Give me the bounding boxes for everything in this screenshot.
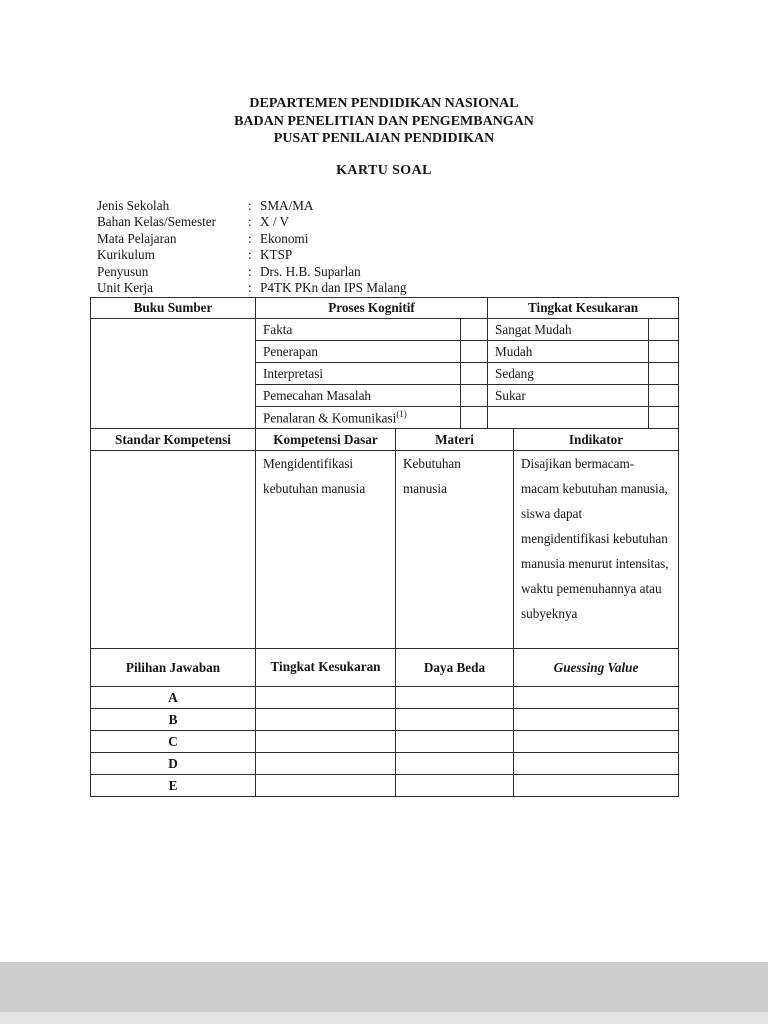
- col-header-proses-kognitif: Proses Kognitif: [256, 298, 488, 319]
- info-field-jenis-sekolah: [90, 198, 678, 215]
- info-fields: [90, 198, 678, 298]
- field-separator: :: [248, 263, 252, 279]
- field-label: Bahan Kelas/Semester: [97, 214, 217, 230]
- competency-answer-table: [90, 428, 679, 797]
- cognitive-table: [90, 297, 679, 429]
- field-value: Ekonomi: [260, 230, 309, 246]
- tingkat-kesukaran-value-cell: [256, 731, 396, 753]
- col-header-kompetensi-dasar: Kompetensi Dasar: [256, 429, 396, 451]
- proses-checkbox-cell: [461, 319, 488, 341]
- field-value: Drs. H.B. Suparlan: [260, 263, 361, 279]
- option-letter-d: D: [91, 753, 256, 775]
- field-value: P4TK PKn dan IPS Malang: [260, 280, 407, 296]
- col-header-tingkat-kesukaran: Tingkat Kesukaran: [488, 298, 679, 319]
- tingkat-checkbox-cell: [649, 407, 679, 429]
- option-letter-e: E: [91, 775, 256, 797]
- field-value: KTSP: [260, 247, 293, 263]
- proses-cell-fakta: Fakta: [256, 319, 461, 341]
- field-separator: :: [248, 214, 252, 230]
- option-letter-b: B: [91, 709, 256, 731]
- info-field-mata-pelajaran: [90, 231, 678, 248]
- buku-sumber-cell: [91, 319, 256, 429]
- tingkat-cell-sukar: Sukar: [488, 385, 649, 407]
- tingkat-checkbox-cell: [649, 385, 679, 407]
- page-gutter: [0, 962, 768, 1012]
- field-value: X / V: [260, 214, 290, 230]
- proses-checkbox-cell: [461, 385, 488, 407]
- page-title: KARTU SOAL: [336, 162, 432, 178]
- org-header: [90, 95, 678, 148]
- proses-cell-pemecahan-masalah: Pemecahan Masalah: [256, 385, 461, 407]
- indikator-cell: Disajikan bermacam-macam kebutuhan manusia, siswa dapat mengidentifikasi kebutuhan manusia menurut intensitas, waktu pemenuhannya atau subyeknya: [514, 451, 679, 649]
- proses-cell-penerapan: Penerapan: [256, 341, 461, 363]
- tingkat-checkbox-cell: [649, 341, 679, 363]
- proses-cell-penalaran: [256, 407, 461, 429]
- daya-beda-value-cell: [396, 709, 514, 731]
- field-separator: :: [248, 247, 252, 263]
- guessing-value-cell: [514, 709, 679, 731]
- standar-kompetensi-cell: [91, 451, 256, 649]
- field-label: Mata Pelajaran: [97, 230, 177, 246]
- info-field-penyusun: [90, 264, 678, 281]
- col-header-standar-kompetensi: Standar Kompetensi: [91, 429, 256, 451]
- proses-checkbox-cell: [461, 407, 488, 429]
- proses-cell-interpretasi: Interpretasi: [256, 363, 461, 385]
- daya-beda-value-cell: [396, 753, 514, 775]
- tingkat-cell-sangat-mudah: Sangat Mudah: [488, 319, 649, 341]
- org-line-2: BADAN PENELITIAN DAN PENGEMBANGAN: [234, 113, 534, 129]
- field-label: Kurikulum: [97, 247, 155, 263]
- page-gutter-edge: [0, 1012, 768, 1024]
- option-letter-a: A: [91, 687, 256, 709]
- kompetensi-dasar-cell: Mengidentifikasi kebutuhan manusia: [256, 451, 396, 649]
- tingkat-kesukaran-value-cell: [256, 775, 396, 797]
- info-field-bahan-kelas: [90, 214, 678, 231]
- tingkat-cell-mudah: Mudah: [488, 341, 649, 363]
- guessing-value-cell: [514, 687, 679, 709]
- daya-beda-value-cell: [396, 775, 514, 797]
- tingkat-checkbox-cell: [649, 363, 679, 385]
- document-page: [90, 95, 678, 797]
- materi-cell: Kebutuhan manusia: [396, 451, 514, 649]
- guessing-value-cell: [514, 775, 679, 797]
- daya-beda-value-cell: [396, 731, 514, 753]
- col-header-pilihan-jawaban: Pilihan Jawaban: [91, 649, 256, 687]
- guessing-value-cell: [514, 753, 679, 775]
- field-separator: :: [248, 280, 252, 296]
- daya-beda-value-cell: [396, 687, 514, 709]
- proses-checkbox-cell: [461, 363, 488, 385]
- option-letter-c: C: [91, 731, 256, 753]
- field-value: SMA/MA: [260, 197, 314, 213]
- tingkat-cell-sedang: Sedang: [488, 363, 649, 385]
- field-label: Penyusun: [97, 263, 149, 279]
- col-header-tingkat-kesukaran-2: Tingkat Kesukaran: [256, 649, 396, 687]
- col-header-buku-sumber: Buku Sumber: [91, 298, 256, 319]
- proses-label: Penalaran & Komunikasi: [263, 410, 397, 426]
- tingkat-checkbox-cell: [649, 319, 679, 341]
- proses-checkbox-cell: [461, 341, 488, 363]
- tingkat-kesukaran-value-cell: [256, 709, 396, 731]
- field-label: Jenis Sekolah: [97, 197, 170, 213]
- field-separator: :: [248, 230, 252, 246]
- tingkat-kesukaran-value-cell: [256, 753, 396, 775]
- col-header-guessing-value: Guessing Value: [514, 649, 679, 687]
- guessing-value-cell: [514, 731, 679, 753]
- info-field-kurikulum: [90, 247, 678, 264]
- tingkat-cell-empty: [488, 407, 649, 429]
- footnote-marker: (1): [396, 408, 407, 419]
- col-header-daya-beda: Daya Beda: [396, 649, 514, 687]
- tingkat-kesukaran-value-cell: [256, 687, 396, 709]
- info-field-unit-kerja: [90, 280, 678, 297]
- field-label: Unit Kerja: [97, 280, 154, 296]
- org-line-3: PUSAT PENILAIAN PENDIDIKAN: [273, 131, 495, 146]
- org-line-1: DEPARTEMEN PENDIDIKAN NASIONAL: [249, 96, 519, 111]
- col-header-materi: Materi: [396, 429, 514, 451]
- col-header-indikator: Indikator: [514, 429, 679, 451]
- field-separator: :: [248, 197, 252, 213]
